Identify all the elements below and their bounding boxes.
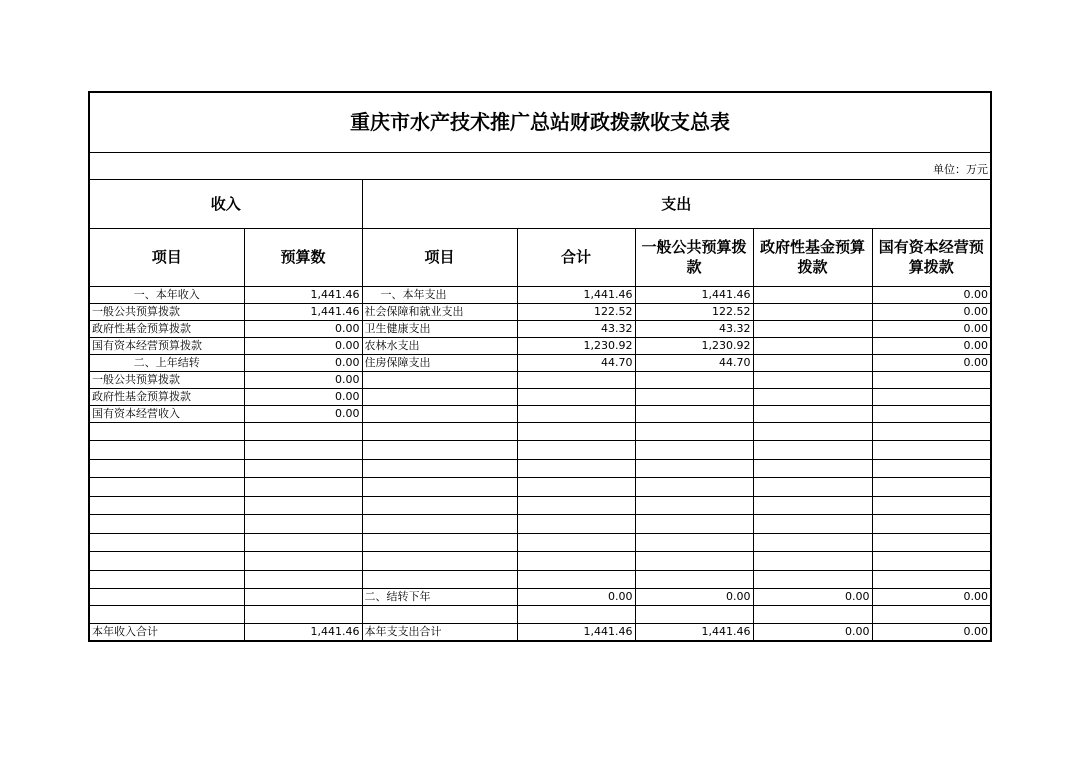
section-expense: 支出	[362, 179, 991, 228]
finance-summary-sheet	[88, 91, 990, 642]
expense-total: 43.32	[517, 320, 635, 337]
empty-row	[89, 606, 991, 624]
income-budget: 0.00	[244, 371, 362, 388]
empty-row	[89, 422, 991, 441]
income-item: 二、上年结转	[89, 354, 244, 371]
expense-item	[362, 371, 517, 388]
table-row	[89, 286, 991, 303]
empty-row	[89, 533, 991, 552]
expense-general: 1,441.46	[635, 286, 753, 303]
income-budget: 0.00	[244, 337, 362, 354]
empty-row	[89, 459, 991, 478]
expense-item: 农林水支出	[362, 337, 517, 354]
income-item: 国有资本经营收入	[89, 405, 244, 422]
header-total: 合计	[517, 228, 635, 286]
expense-fund	[753, 405, 872, 422]
totals-row	[89, 624, 991, 641]
income-budget: 1,441.46	[244, 303, 362, 320]
expense-capital	[872, 388, 991, 405]
header-general-public: 一般公共预算拨款	[635, 228, 753, 286]
empty-row	[89, 515, 991, 534]
header-expense-item: 项目	[362, 228, 517, 286]
expense-item	[362, 405, 517, 422]
expense-total: 44.70	[517, 354, 635, 371]
income-budget: 0.00	[244, 405, 362, 422]
income-item: 一般公共预算拨款	[89, 371, 244, 388]
income-item: 政府性基金预算拨款	[89, 388, 244, 405]
carry-forward-general: 0.00	[635, 589, 753, 606]
expense-general: 122.52	[635, 303, 753, 320]
income-item: 政府性基金预算拨款	[89, 320, 244, 337]
table-row	[89, 337, 991, 354]
expense-general: 43.32	[635, 320, 753, 337]
totals-income-budget: 1,441.46	[244, 624, 362, 641]
totals-capital: 0.00	[872, 624, 991, 641]
expense-fund	[753, 337, 872, 354]
empty-row	[89, 570, 991, 589]
totals-income-item: 本年收入合计	[89, 624, 244, 641]
table-row	[89, 388, 991, 405]
table-row	[89, 303, 991, 320]
header-state-capital: 国有资本经营预算拨款	[872, 228, 991, 286]
expense-item	[362, 388, 517, 405]
carry-forward-item: 二、结转下年	[362, 589, 517, 606]
totals-general: 1,441.46	[635, 624, 753, 641]
empty-row	[89, 441, 991, 460]
expense-item: 社会保障和就业支出	[362, 303, 517, 320]
expense-general: 44.70	[635, 354, 753, 371]
totals-total: 1,441.46	[517, 624, 635, 641]
table-row	[89, 354, 991, 371]
totals-fund: 0.00	[753, 624, 872, 641]
expense-fund	[753, 388, 872, 405]
expense-fund	[753, 286, 872, 303]
expense-capital: 0.00	[872, 286, 991, 303]
expense-item: 卫生健康支出	[362, 320, 517, 337]
expense-fund	[753, 354, 872, 371]
carry-forward-capital: 0.00	[872, 589, 991, 606]
header-row	[89, 228, 991, 286]
table-row	[89, 405, 991, 422]
section-income: 收入	[89, 179, 362, 228]
title-row	[89, 92, 991, 152]
expense-fund	[753, 320, 872, 337]
income-budget: 0.00	[244, 388, 362, 405]
income-budget: 0.00	[244, 354, 362, 371]
income-budget: 1,441.46	[244, 286, 362, 303]
expense-general	[635, 371, 753, 388]
carry-forward-total: 0.00	[517, 589, 635, 606]
empty-row	[89, 496, 991, 515]
expense-capital	[872, 371, 991, 388]
totals-expense-item: 本年支支出合计	[362, 624, 517, 641]
empty-row	[89, 552, 991, 571]
unit-row	[89, 152, 991, 179]
table-row	[89, 320, 991, 337]
expense-total: 1,230.92	[517, 337, 635, 354]
expense-general	[635, 388, 753, 405]
expense-total	[517, 371, 635, 388]
expense-general: 1,230.92	[635, 337, 753, 354]
unit-label: 单位：万元	[89, 152, 991, 179]
carry-forward-fund: 0.00	[753, 589, 872, 606]
expense-capital: 0.00	[872, 320, 991, 337]
header-income-item: 项目	[89, 228, 244, 286]
empty-row	[89, 478, 991, 497]
header-gov-fund: 政府性基金预算拨款	[753, 228, 872, 286]
expense-fund	[753, 371, 872, 388]
expense-total: 122.52	[517, 303, 635, 320]
header-income-budget: 预算数	[244, 228, 362, 286]
income-item: 一、本年收入	[89, 286, 244, 303]
expense-capital: 0.00	[872, 337, 991, 354]
carry-forward-row	[89, 589, 991, 606]
page-title: 重庆市水产技术推广总站财政拨款收支总表	[89, 92, 991, 152]
expense-general	[635, 405, 753, 422]
expense-item: 住房保障支出	[362, 354, 517, 371]
finance-summary-table	[88, 91, 992, 642]
expense-item: 一、本年支出	[362, 286, 517, 303]
income-item: 国有资本经营预算拨款	[89, 337, 244, 354]
table-row	[89, 371, 991, 388]
income-item: 一般公共预算拨款	[89, 303, 244, 320]
expense-fund	[753, 303, 872, 320]
expense-total: 1,441.46	[517, 286, 635, 303]
expense-capital: 0.00	[872, 303, 991, 320]
expense-capital: 0.00	[872, 354, 991, 371]
expense-total	[517, 388, 635, 405]
expense-total	[517, 405, 635, 422]
income-budget: 0.00	[244, 320, 362, 337]
expense-capital	[872, 405, 991, 422]
section-row	[89, 179, 991, 228]
